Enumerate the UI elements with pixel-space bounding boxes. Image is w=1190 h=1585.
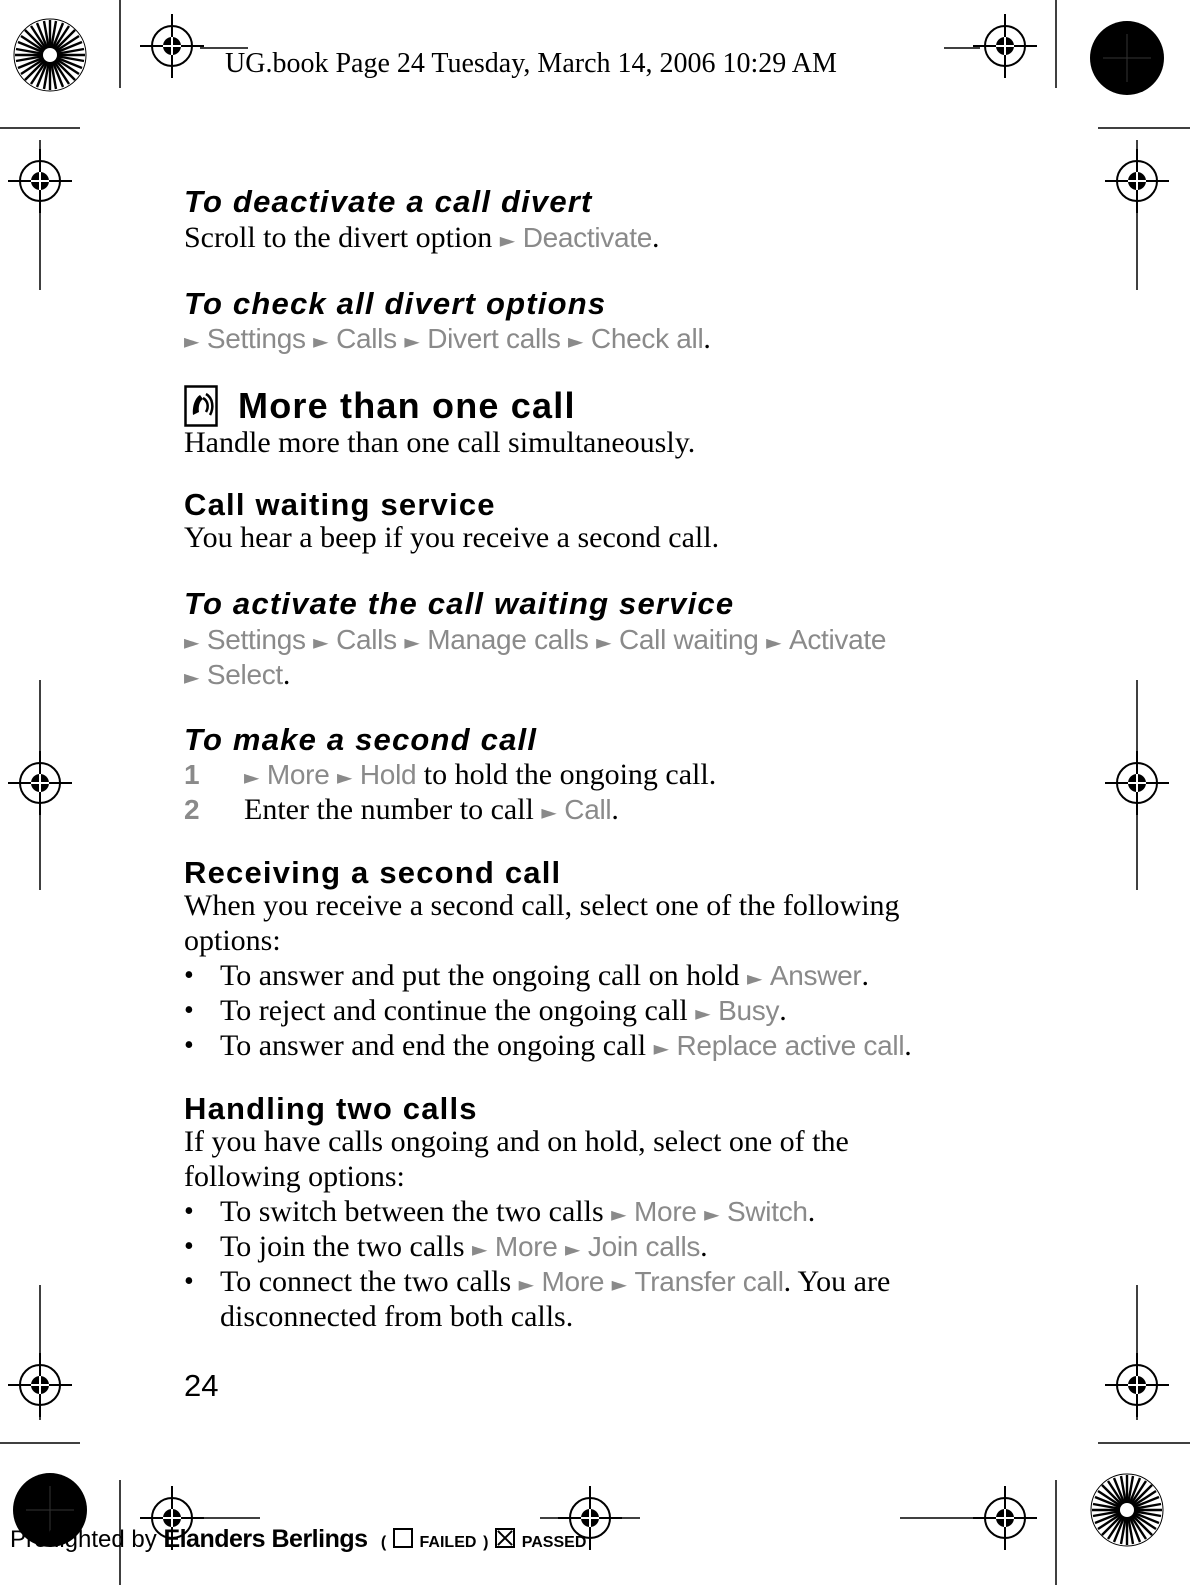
menu-transfer-call: Transfer call xyxy=(634,1266,784,1297)
bullet: • xyxy=(184,1196,194,1227)
arrow-icon: ► xyxy=(336,765,353,789)
bullet: • xyxy=(184,995,194,1026)
deactivate-instruction xyxy=(184,220,659,258)
menu-join-calls: Join calls xyxy=(587,1231,701,1262)
menu-hold: Hold xyxy=(359,759,417,790)
arrow-icon: ► xyxy=(184,665,200,689)
text: . xyxy=(282,658,291,691)
arrow-icon: ► xyxy=(499,228,516,252)
text: . xyxy=(861,959,869,992)
menu-activate: Activate xyxy=(788,624,887,655)
preflighted-label: Preflighted by xyxy=(10,1526,157,1553)
passed-checkbox-icon xyxy=(495,1528,515,1548)
arrow-icon: ► xyxy=(653,1036,669,1060)
print-slug: UG.book Page 24 Tuesday, March 14, 2006 10:29 AM xyxy=(225,48,837,79)
menu-calls: Calls xyxy=(336,323,397,354)
heading-more-than-one-call: More than one call xyxy=(238,385,576,426)
text: . xyxy=(651,221,660,254)
paren-close: ) xyxy=(483,1534,489,1551)
handling-line1: If you have calls ongoing and on hold, select one of the xyxy=(184,1125,849,1158)
menu-divert-calls: Divert calls xyxy=(427,323,561,354)
page-number: 24 xyxy=(184,1368,219,1403)
text: . xyxy=(904,1029,912,1062)
text: . xyxy=(779,994,787,1027)
arrow-icon: ► xyxy=(565,1237,581,1261)
menu-call: Call xyxy=(564,794,612,825)
list-item xyxy=(220,1230,708,1264)
arrow-icon: ► xyxy=(766,630,782,654)
arrow-icon: ► xyxy=(518,1272,535,1296)
text: To join the two calls xyxy=(220,1230,473,1263)
menu-settings: Settings xyxy=(206,624,306,655)
menu-check-all: Check all xyxy=(590,323,704,354)
check-instruction xyxy=(184,321,711,359)
text: To reject and continue the ongoing call xyxy=(220,994,696,1027)
step-2-text xyxy=(244,793,619,827)
activate-instruction-line2 xyxy=(184,657,290,695)
menu-more: More xyxy=(634,1196,697,1227)
arrow-icon: ► xyxy=(184,329,200,353)
arrow-icon: ► xyxy=(244,765,260,789)
paren-open: ( xyxy=(380,1534,387,1551)
text: To switch between the two calls xyxy=(220,1195,612,1228)
preflight-footer xyxy=(10,1525,586,1554)
receiving-line2: options: xyxy=(184,924,281,957)
menu-select: Select xyxy=(206,659,283,690)
bullet: • xyxy=(184,1231,194,1262)
text: . xyxy=(703,322,711,355)
arrow-icon: ► xyxy=(611,1202,627,1226)
step-number: 1 xyxy=(184,759,200,790)
arrow-icon: ► xyxy=(746,966,763,990)
bullet: • xyxy=(184,1266,194,1297)
arrow-icon: ► xyxy=(313,329,329,353)
failed-checkbox-icon xyxy=(393,1528,413,1548)
arrow-icon: ► xyxy=(568,329,584,353)
text: To answer and put the ongoing call on hold xyxy=(220,959,747,992)
step-number: 2 xyxy=(184,794,200,825)
heading-check-divert: To check all divert options xyxy=(184,286,607,321)
heading-handling-two-calls: Handling two calls xyxy=(184,1091,478,1126)
menu-replace-active-call: Replace active call xyxy=(676,1030,905,1061)
text: to hold the ongoing call. xyxy=(416,758,717,791)
arrow-icon: ► xyxy=(404,329,420,353)
handling-line2: following options: xyxy=(184,1160,405,1193)
list-item xyxy=(220,1265,890,1299)
activate-instruction-line1 xyxy=(184,622,886,660)
menu-call-waiting: Call waiting xyxy=(618,624,759,655)
menu-switch: Switch xyxy=(727,1196,808,1227)
menu-more: More xyxy=(494,1231,558,1262)
more-than-one-text: Handle more than one call simultaneously. xyxy=(184,426,696,459)
list-item-continuation: disconnected from both calls. xyxy=(220,1300,574,1333)
menu-answer: Answer xyxy=(769,960,862,991)
menu-deactivate: Deactivate xyxy=(522,222,652,253)
menu-more: More xyxy=(266,759,330,790)
arrow-icon: ► xyxy=(184,630,200,654)
heading-make-second-call: To make a second call xyxy=(184,722,538,757)
heading-deactivate-divert: To deactivate a call divert xyxy=(184,184,593,219)
list-item xyxy=(220,1195,815,1229)
text: To answer and end the ongoing call xyxy=(220,1029,654,1062)
heading-receiving-second-call: Receiving a second call xyxy=(184,855,562,890)
menu-busy: Busy xyxy=(718,995,780,1026)
bullet: • xyxy=(184,960,194,991)
arrow-icon: ► xyxy=(404,630,420,654)
phone-signal-icon xyxy=(184,385,220,427)
arrow-icon: ► xyxy=(541,800,557,824)
arrow-icon: ► xyxy=(704,1202,720,1226)
arrow-icon: ► xyxy=(313,630,329,654)
arrow-icon: ► xyxy=(611,1272,628,1296)
brand-logo: Elanders Berlings xyxy=(163,1525,368,1553)
arrow-icon: ► xyxy=(472,1237,488,1261)
step-1-text xyxy=(244,758,716,792)
list-item xyxy=(220,994,787,1028)
failed-label: FAILED xyxy=(419,1534,477,1551)
passed-label: PASSED xyxy=(521,1534,587,1551)
call-waiting-text: You hear a beep if you receive a second call. xyxy=(184,521,720,554)
arrow-icon: ► xyxy=(695,1001,711,1025)
text: To connect the two calls xyxy=(220,1265,519,1298)
heading-call-waiting: Call waiting service xyxy=(184,487,496,522)
text: Scroll to the divert option xyxy=(184,221,500,254)
receiving-line1: When you receive a second call, select one of the following xyxy=(184,889,900,922)
list-item xyxy=(220,959,869,993)
menu-settings: Settings xyxy=(206,323,306,354)
list-item xyxy=(220,1029,912,1063)
bullet: • xyxy=(184,1030,194,1061)
menu-manage-calls: Manage calls xyxy=(427,624,589,655)
heading-activate-waiting: To activate the call waiting service xyxy=(184,586,735,621)
menu-calls: Calls xyxy=(336,624,397,655)
text: . xyxy=(807,1195,816,1228)
menu-more: More xyxy=(541,1266,605,1297)
text: Enter the number to call xyxy=(244,793,542,826)
arrow-icon: ► xyxy=(596,630,612,654)
text: . You are xyxy=(783,1265,891,1298)
text: . xyxy=(700,1230,708,1263)
text: . xyxy=(611,793,619,826)
